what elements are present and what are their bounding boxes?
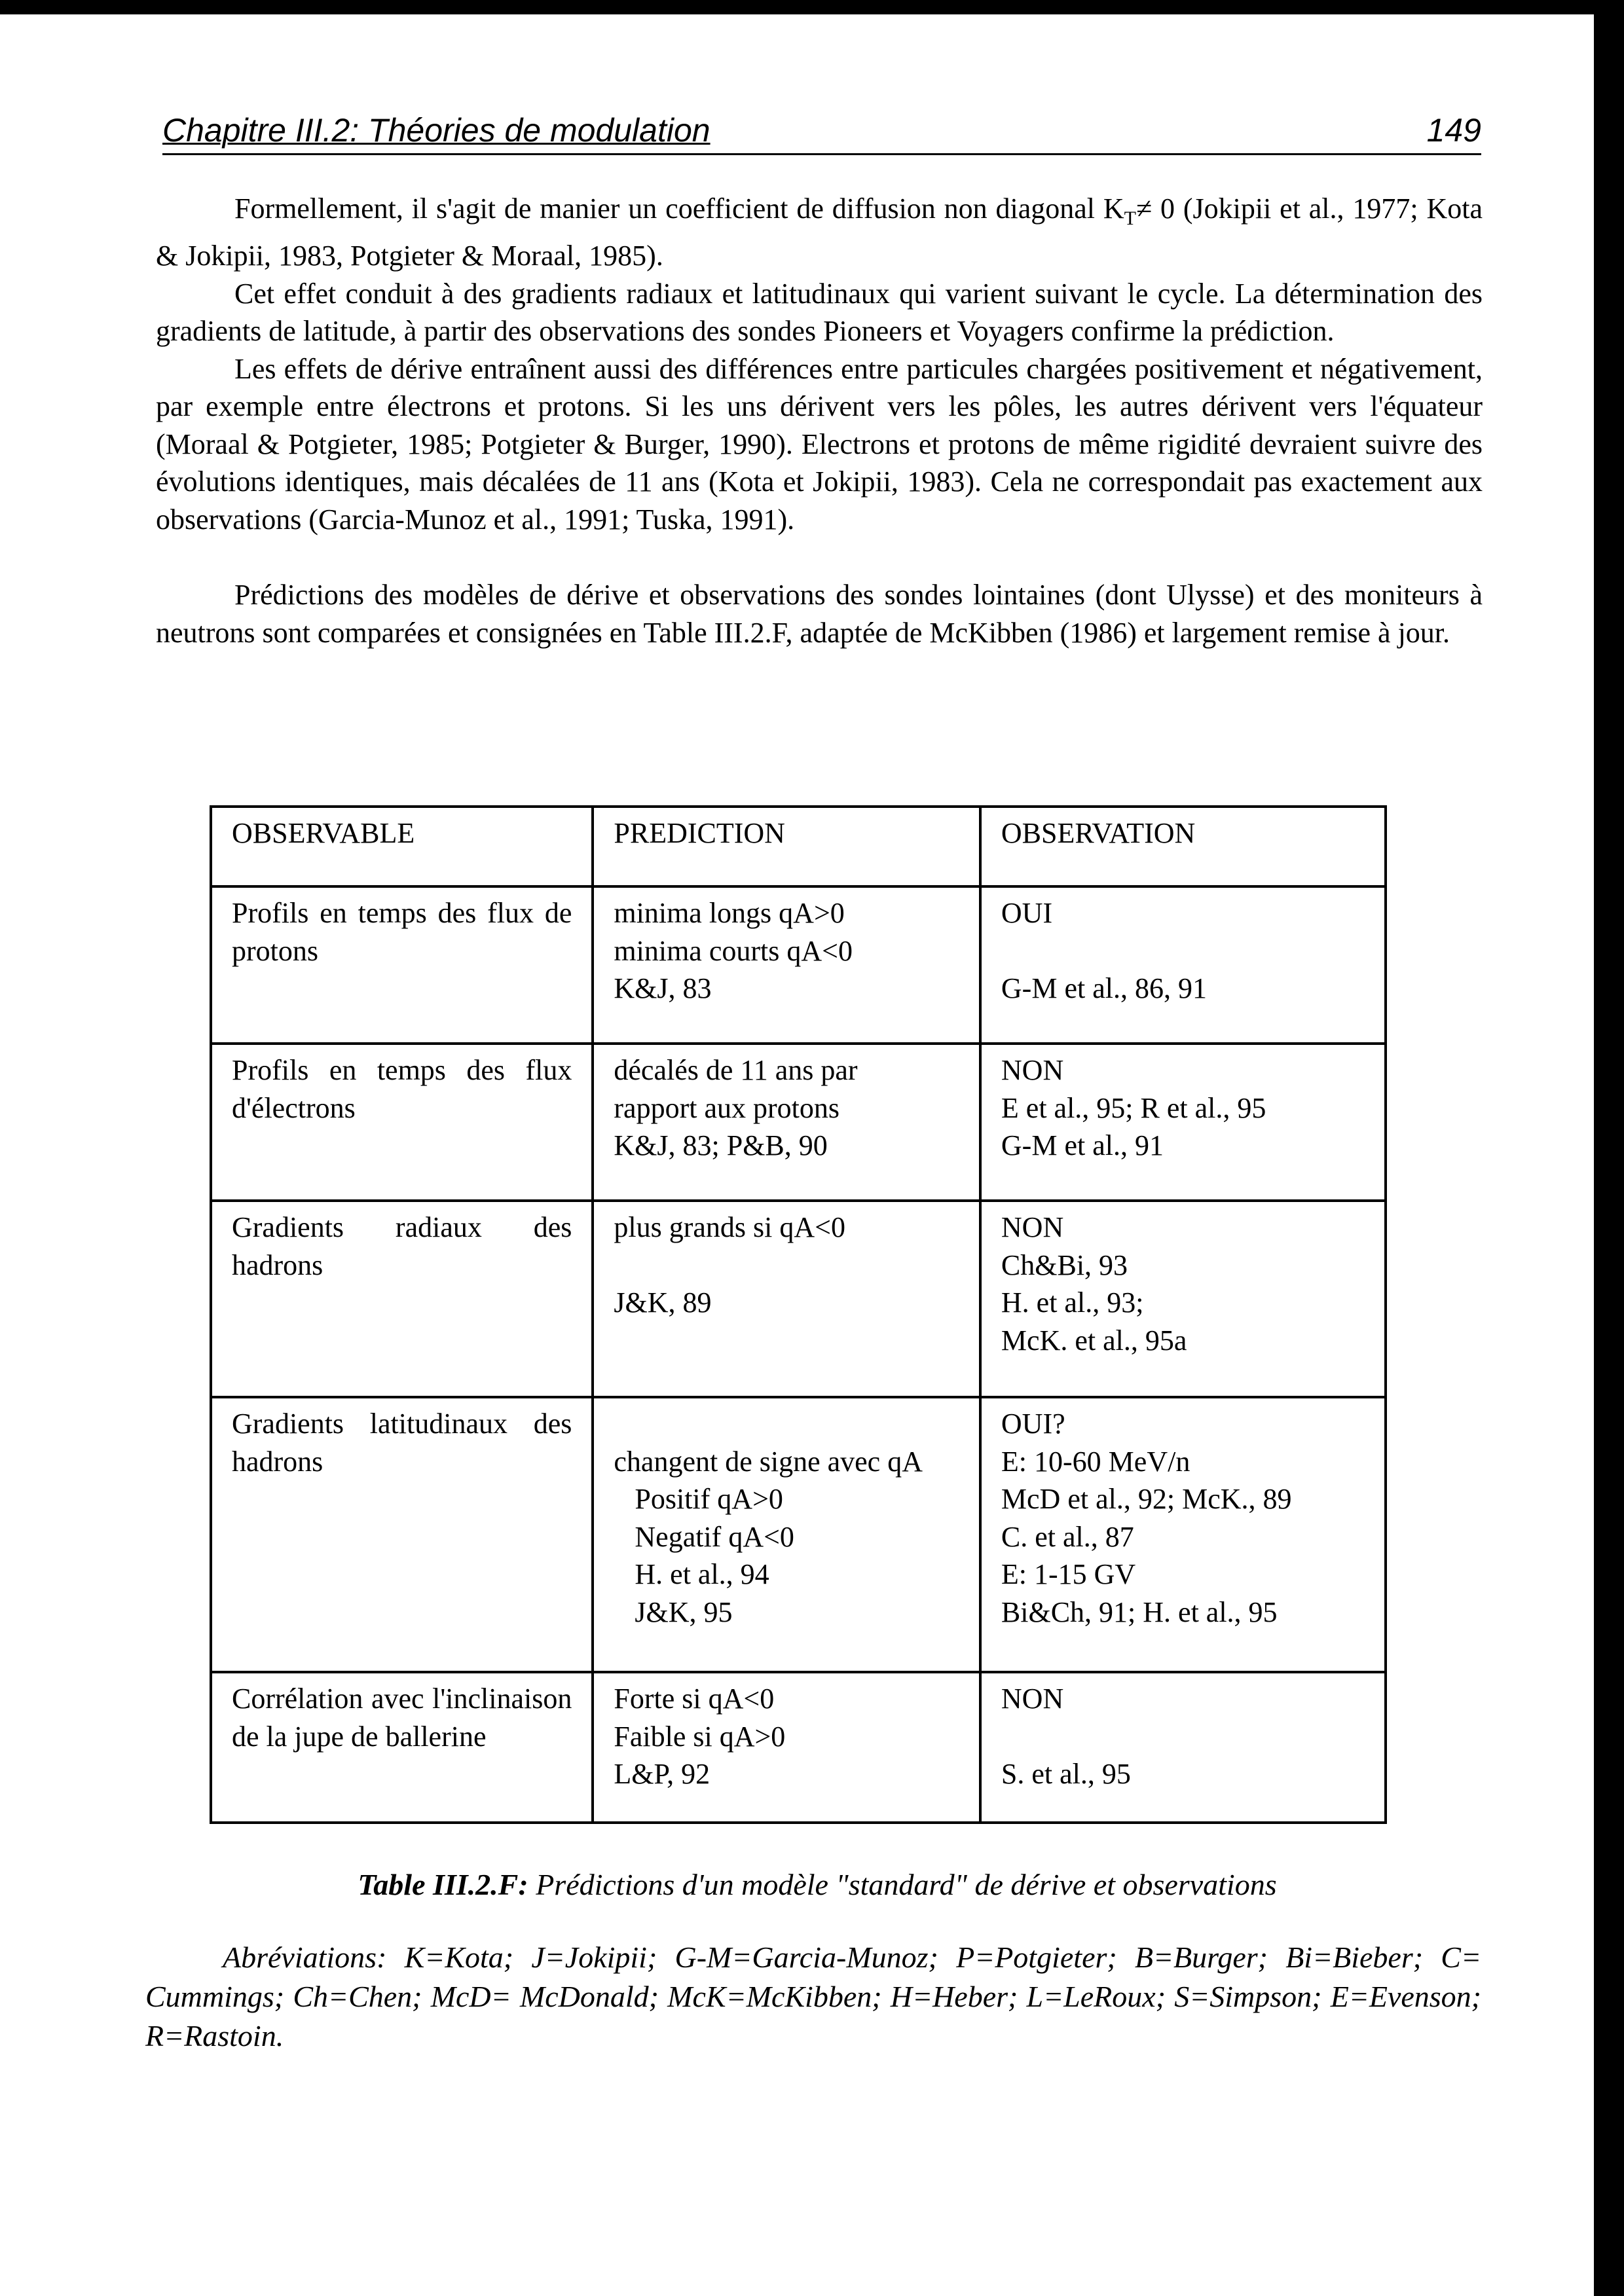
header-observation: OBSERVATION — [980, 807, 1386, 886]
observation-line: NON — [1001, 1054, 1064, 1086]
cell-observable: Corrélation avec l'inclinaison de la jupe de ballerine — [211, 1672, 593, 1823]
table-row — [211, 1397, 1386, 1672]
observation-line: Ch&Bi, 93 — [1001, 1248, 1128, 1281]
cell-observation — [980, 1201, 1386, 1397]
prediction-line: décalés de 11 ans par — [614, 1054, 858, 1086]
body-text — [156, 190, 1483, 651]
observation-line: Bi&Ch, 91; H. et al., 95 — [1001, 1595, 1278, 1628]
cell-observable: Gradients latitudinaux des hadrons — [211, 1397, 593, 1672]
observation-line: E et al., 95; R et al., 95 — [1001, 1091, 1266, 1124]
observation-line: OUI? — [1001, 1408, 1065, 1440]
prediction-line: rapport aux protons — [614, 1091, 840, 1124]
table-row — [211, 1044, 1386, 1201]
scan-border-top — [0, 0, 1624, 14]
subscript-t: T — [1124, 207, 1136, 229]
paragraph-4: Prédictions des modèles de dérive et observations des sondes lointaines (dont Ulysse) et des moniteurs à neutrons sont comparées et consignées en Table III.2.F, adaptée de McKibben (1986) et largement remise à jour. — [156, 579, 1483, 649]
header-observable: OBSERVABLE — [211, 807, 593, 886]
page-header — [162, 113, 1481, 155]
observation-line: C. et al., 87 — [1001, 1520, 1134, 1553]
prediction-line: Faible si qA>0 — [614, 1720, 786, 1753]
chapter-title: Chapitre III.2: Théories de modulation — [162, 112, 710, 149]
prediction-line: K&J, 83; P&B, 90 — [614, 1129, 828, 1161]
observation-line: G-M et al., 91 — [1001, 1129, 1164, 1161]
cell-observable: Profils en temps des flux d'électrons — [211, 1044, 593, 1201]
cell-prediction — [593, 1044, 980, 1201]
observation-line: NON — [1001, 1211, 1064, 1243]
cell-observable: Profils en temps des flux de protons — [211, 886, 593, 1044]
cell-prediction — [593, 1201, 980, 1397]
observation-line — [1001, 1718, 1365, 1756]
prediction-line: changent de signe avec qA — [614, 1445, 923, 1478]
observation-line: McK. et al., 95a — [1001, 1324, 1187, 1357]
table-row — [211, 886, 1386, 1044]
cell-prediction — [593, 1397, 980, 1672]
observation-line: H. et al., 93; — [1001, 1286, 1144, 1319]
cell-observation — [980, 1397, 1386, 1672]
prediction-line: H. et al., 94 — [635, 1558, 769, 1590]
observation-line: S. et al., 95 — [1001, 1758, 1131, 1790]
prediction-line: K&J, 83 — [614, 972, 712, 1004]
scan-border-right — [1594, 0, 1624, 2296]
prediction-line: L&P, 92 — [614, 1758, 710, 1790]
prediction-line: Negatif qA<0 — [635, 1520, 794, 1553]
table-header-row — [211, 807, 1386, 886]
cell-observation — [980, 1044, 1386, 1201]
prediction-line: Positif qA>0 — [635, 1483, 783, 1515]
observation-line: McD et al., 92; McK., 89 — [1001, 1483, 1292, 1515]
prediction-line — [614, 1247, 959, 1285]
prediction-line: Forte si qA<0 — [614, 1683, 775, 1715]
table-row — [211, 1672, 1386, 1823]
prediction-line: minima longs qA>0 — [614, 897, 845, 929]
cell-prediction — [593, 886, 980, 1044]
abbreviations: Abréviations: K=Kota; J=Jokipii; G-M=Garcia-Munoz; P=Potgieter; B=Burger; Bi=Bieber; C= Cummings; Ch=Chen; McD= McDonald; McK=McKibben; H=Heber; L=LeRoux; S=Simpson; E=Evenson; R=Rastoin. — [145, 1941, 1481, 2052]
observation-line — [1001, 932, 1365, 970]
observation-line: E: 1-15 GV — [1001, 1558, 1136, 1590]
prediction-line: minima courts qA<0 — [614, 934, 853, 967]
cell-observation — [980, 1672, 1386, 1823]
observation-line: G-M et al., 86, 91 — [1001, 972, 1207, 1004]
paragraph-1-text-end: ≠ 0 (Jokipii et al., 1977; Kota & Jokipii, 1983, Potgieter & Moraal, 1985). — [156, 192, 1483, 272]
page-number: 149 — [1426, 112, 1481, 149]
observation-line: E: 10-60 MeV/n — [1001, 1445, 1190, 1478]
cell-observable: Gradients radiaux des hadrons — [211, 1201, 593, 1397]
observation-line: OUI — [1001, 897, 1053, 929]
caption-text: Prédictions d'un modèle "standard" de dérive et observations — [528, 1868, 1277, 1901]
table-caption — [162, 1867, 1472, 1902]
paragraph-1-text: Formellement, il s'agit de manier un coefficient de diffusion non diagonal K — [234, 192, 1124, 225]
prediction-line: J&K, 89 — [614, 1286, 712, 1319]
cell-observation — [980, 886, 1386, 1044]
header-prediction: PREDICTION — [593, 807, 980, 886]
observations-table — [210, 805, 1387, 1824]
paragraph-1 — [156, 190, 1483, 275]
observation-line: NON — [1001, 1683, 1064, 1715]
prediction-line: J&K, 95 — [635, 1595, 733, 1628]
paragraph-2: Cet effet conduit à des gradients radiaux et latitudinaux qui varient suivant le cycle. La détermination des gradients de latitude, à partir des observations des sondes Pioneers et Voyagers confirme la prédiction. — [156, 277, 1483, 348]
table-row — [211, 1201, 1386, 1397]
paragraph-3: Les effets de dérive entraînent aussi des différences entre particules chargées positivement et négativement, par exemple entre électrons et protons. Si les uns dérivent vers les pôles, les autres dérivent vers l'équateur (Moraal & Potgieter, 1985; Potgieter & Burger, 1990). Electrons et protons de même rigidité devraient suivre des évolutions identiques, mais décalées de 11 ans (Kota et Jokipii, 1983). Cela ne correspondait pas exactement aux observations (Garcia-Munoz et al., 1991; Tuska, 1991). — [156, 352, 1483, 536]
caption-label: Table III.2.F: — [358, 1868, 528, 1901]
prediction-line — [614, 1405, 959, 1443]
cell-prediction — [593, 1672, 980, 1823]
prediction-line: plus grands si qA<0 — [614, 1211, 845, 1243]
